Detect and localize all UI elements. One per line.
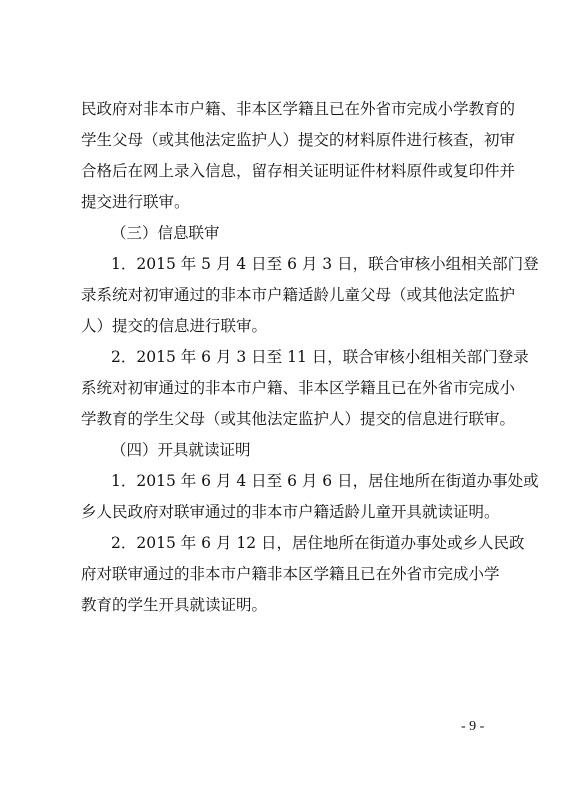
page-number: - 9 -	[461, 719, 485, 734]
paragraph-line: 录系统对初审通过的非本市户籍适龄儿童父母（或其他法定监护	[81, 286, 516, 304]
paragraph-line: 系统对初审通过的非本市户籍、非本区学籍且已在外省市完成小	[81, 379, 516, 397]
paragraph-line: 教育的学生开具就读证明。	[81, 596, 268, 614]
paragraph-line: 乡人民政府对联审通过的非本市户籍适龄儿童开具就读证明。	[81, 503, 500, 521]
paragraph-line: 提交进行联审。	[81, 193, 190, 211]
section-heading: （四）开具就读证明	[111, 441, 251, 459]
section-heading: （三）信息联审	[111, 224, 220, 242]
paragraph-line: 1．2015 年 6 月 4 日至 6 月 6 日，居住地所在街道办事处或	[111, 472, 539, 490]
paragraph-line: 府对联审通过的非本市户籍非本区学籍且已在外省市完成小学	[81, 565, 500, 583]
paragraph-line: 民政府对非本市户籍、非本区学籍且已在外省市完成小学教育的	[81, 100, 516, 118]
paragraph-line: 2．2015 年 6 月 3 日至 11 日，联合审核小组相关部门登录	[111, 348, 529, 366]
paragraph-line: 学生父母（或其他法定监护人）提交的材料原件进行核查，初审	[81, 131, 516, 149]
paragraph-line: 合格后在网上录入信息，留存相关证明证件材料原件或复印件并	[81, 162, 516, 180]
paragraph-line: 2．2015 年 6 月 12 日，居住地所在街道办事处或乡人民政	[111, 534, 525, 552]
paragraph-line: 1．2015 年 5 月 4 日至 6 月 3 日，联合审核小组相关部门登	[111, 255, 539, 273]
paragraph-line: 人）提交的信息进行联审。	[81, 317, 268, 335]
paragraph-line: 学教育的学生父母（或其他法定监护人）提交的信息进行联审。	[81, 410, 516, 428]
